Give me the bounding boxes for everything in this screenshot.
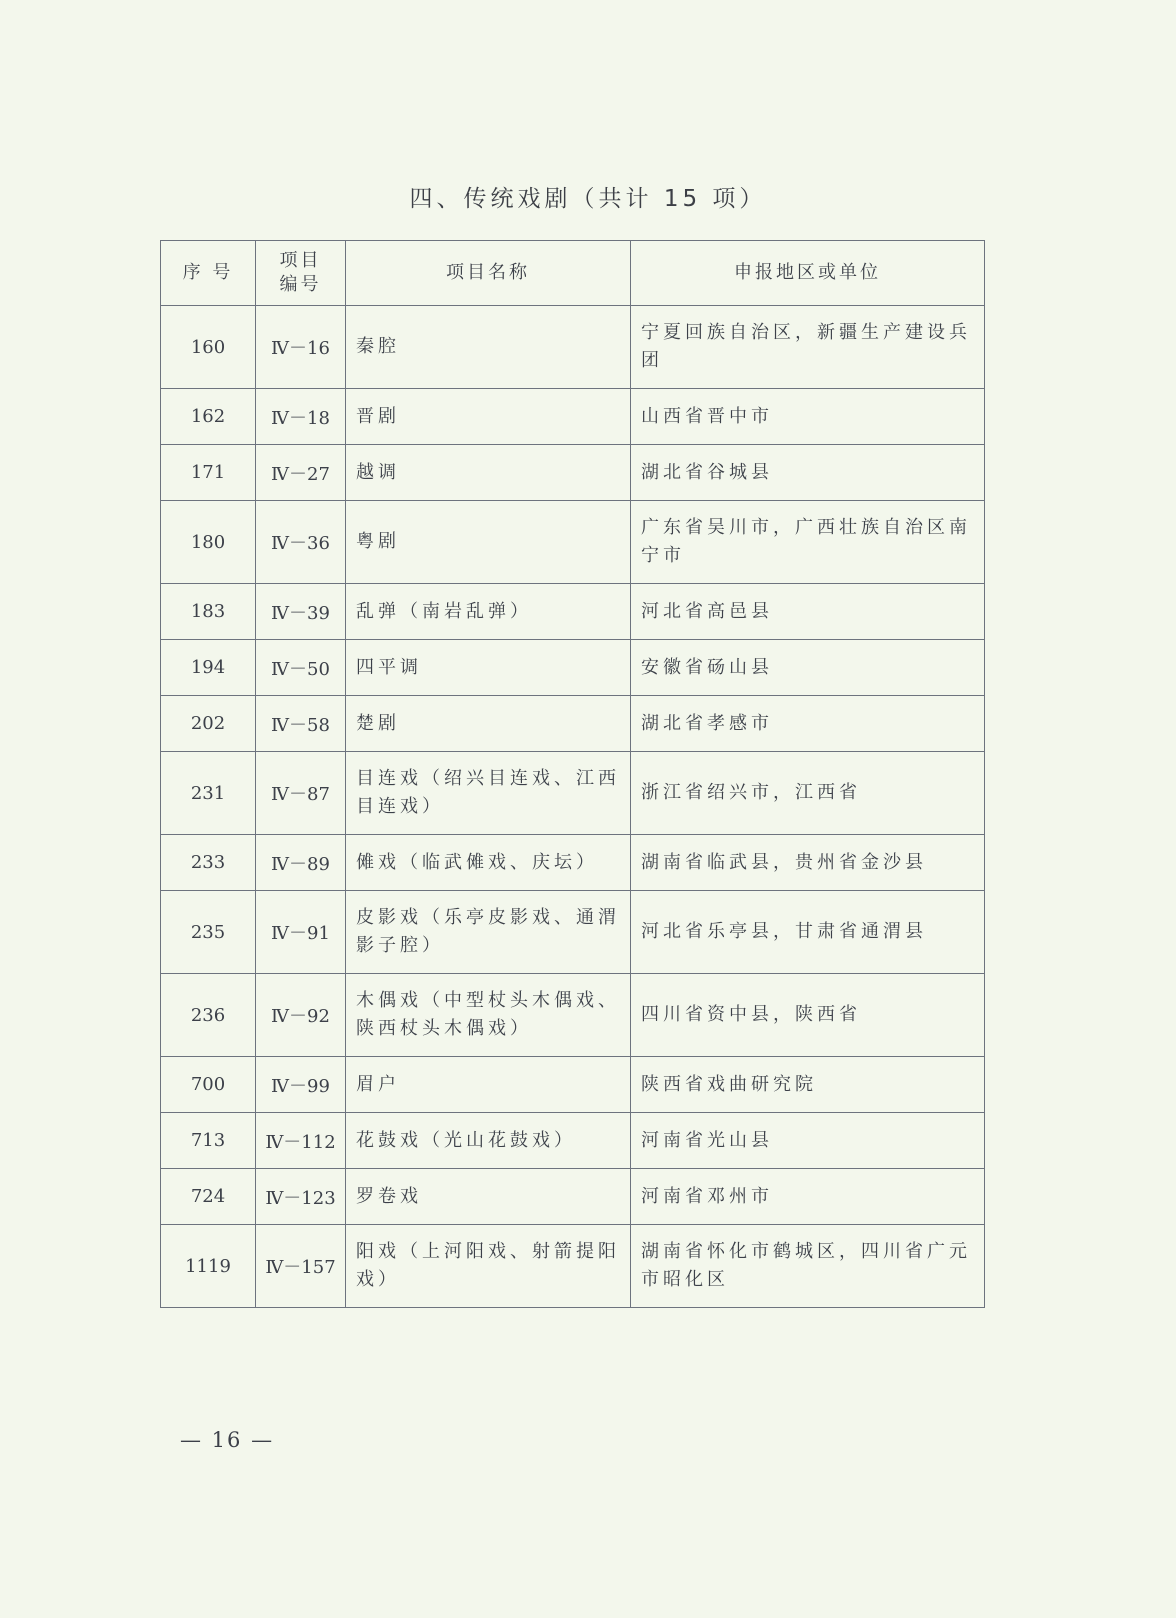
table-row bbox=[161, 1057, 985, 1113]
cell-code: Ⅳ－99 bbox=[256, 1057, 346, 1113]
cell-name: 乱弹（南岩乱弹） bbox=[346, 584, 631, 640]
table-row bbox=[161, 891, 985, 974]
cell-region: 四川省资中县，陕西省 bbox=[631, 974, 985, 1057]
header-code-line1: 项目 bbox=[279, 250, 322, 271]
cell-name: 花鼓戏（光山花鼓戏） bbox=[346, 1113, 631, 1169]
cell-code: Ⅳ－112 bbox=[256, 1113, 346, 1169]
cell-code: Ⅳ－39 bbox=[256, 584, 346, 640]
cell-seq: 162 bbox=[161, 389, 256, 445]
cell-name: 罗卷戏 bbox=[346, 1169, 631, 1225]
cell-code: Ⅳ－157 bbox=[256, 1225, 346, 1308]
cell-code: Ⅳ－123 bbox=[256, 1169, 346, 1225]
cell-code: Ⅳ－36 bbox=[256, 501, 346, 584]
header-code bbox=[256, 241, 346, 306]
cell-name: 傩戏（临武傩戏、庆坛） bbox=[346, 835, 631, 891]
cell-region: 安徽省砀山县 bbox=[631, 640, 985, 696]
cell-name: 晋剧 bbox=[346, 389, 631, 445]
cell-region: 河南省邓州市 bbox=[631, 1169, 985, 1225]
cell-seq: 194 bbox=[161, 640, 256, 696]
cell-code: Ⅳ－16 bbox=[256, 306, 346, 389]
page-title: 四、传统戏剧（共计 15 项） bbox=[409, 186, 767, 212]
table-row bbox=[161, 584, 985, 640]
cell-name: 眉户 bbox=[346, 1057, 631, 1113]
cell-seq: 713 bbox=[161, 1113, 256, 1169]
cell-code: Ⅳ－89 bbox=[256, 835, 346, 891]
cell-region: 湖北省谷城县 bbox=[631, 445, 985, 501]
cell-name: 皮影戏（乐亭皮影戏、通渭影子腔） bbox=[346, 891, 631, 974]
cell-code: Ⅳ－18 bbox=[256, 389, 346, 445]
table-row bbox=[161, 445, 985, 501]
table-row bbox=[161, 696, 985, 752]
cell-code: Ⅳ－58 bbox=[256, 696, 346, 752]
header-name: 项目名称 bbox=[346, 241, 631, 306]
cell-code: Ⅳ－87 bbox=[256, 752, 346, 835]
table-row bbox=[161, 1169, 985, 1225]
cell-region: 湖南省临武县，贵州省金沙县 bbox=[631, 835, 985, 891]
cell-name: 阳戏（上河阳戏、射箭提阳戏） bbox=[346, 1225, 631, 1308]
table-row bbox=[161, 306, 985, 389]
cell-code: Ⅳ－92 bbox=[256, 974, 346, 1057]
cell-region: 广东省吴川市，广西壮族自治区南宁市 bbox=[631, 501, 985, 584]
table-row bbox=[161, 752, 985, 835]
cell-seq: 231 bbox=[161, 752, 256, 835]
cell-seq: 724 bbox=[161, 1169, 256, 1225]
table-row bbox=[161, 974, 985, 1057]
cell-region: 浙江省绍兴市，江西省 bbox=[631, 752, 985, 835]
cell-code: Ⅳ－27 bbox=[256, 445, 346, 501]
cell-seq: 700 bbox=[161, 1057, 256, 1113]
header-code-line2: 编号 bbox=[279, 274, 322, 295]
cell-seq: 202 bbox=[161, 696, 256, 752]
cell-name: 粤剧 bbox=[346, 501, 631, 584]
cell-code: Ⅳ－50 bbox=[256, 640, 346, 696]
cell-name: 目连戏（绍兴目连戏、江西目连戏） bbox=[346, 752, 631, 835]
cell-region: 山西省晋中市 bbox=[631, 389, 985, 445]
cell-name: 楚剧 bbox=[346, 696, 631, 752]
header-region: 申报地区或单位 bbox=[631, 241, 985, 306]
cell-name: 木偶戏（中型杖头木偶戏、陕西杖头木偶戏） bbox=[346, 974, 631, 1057]
cell-region: 湖南省怀化市鹤城区，四川省广元市昭化区 bbox=[631, 1225, 985, 1308]
cell-seq: 236 bbox=[161, 974, 256, 1057]
table-row bbox=[161, 835, 985, 891]
cell-name: 越调 bbox=[346, 445, 631, 501]
cell-region: 河北省乐亭县，甘肃省通渭县 bbox=[631, 891, 985, 974]
cell-seq: 183 bbox=[161, 584, 256, 640]
cell-seq: 235 bbox=[161, 891, 256, 974]
table-row bbox=[161, 501, 985, 584]
cell-seq: 160 bbox=[161, 306, 256, 389]
cell-region: 宁夏回族自治区，新疆生产建设兵团 bbox=[631, 306, 985, 389]
cell-seq: 180 bbox=[161, 501, 256, 584]
table-body bbox=[161, 306, 985, 1308]
cell-seq: 171 bbox=[161, 445, 256, 501]
table-row bbox=[161, 389, 985, 445]
cell-region: 陕西省戏曲研究院 bbox=[631, 1057, 985, 1113]
cell-seq: 233 bbox=[161, 835, 256, 891]
page-number: — 16 — bbox=[180, 1428, 275, 1452]
table-row bbox=[161, 640, 985, 696]
header-seq: 序 号 bbox=[161, 241, 256, 306]
cell-name: 秦腔 bbox=[346, 306, 631, 389]
cell-region: 河北省高邑县 bbox=[631, 584, 985, 640]
cell-region: 湖北省孝感市 bbox=[631, 696, 985, 752]
cell-name: 四平调 bbox=[346, 640, 631, 696]
table-row bbox=[161, 1225, 985, 1308]
heritage-table bbox=[160, 240, 985, 1308]
table-row bbox=[161, 1113, 985, 1169]
cell-code: Ⅳ－91 bbox=[256, 891, 346, 974]
cell-seq: 1119 bbox=[161, 1225, 256, 1308]
cell-region: 河南省光山县 bbox=[631, 1113, 985, 1169]
table-header-row bbox=[161, 241, 985, 306]
